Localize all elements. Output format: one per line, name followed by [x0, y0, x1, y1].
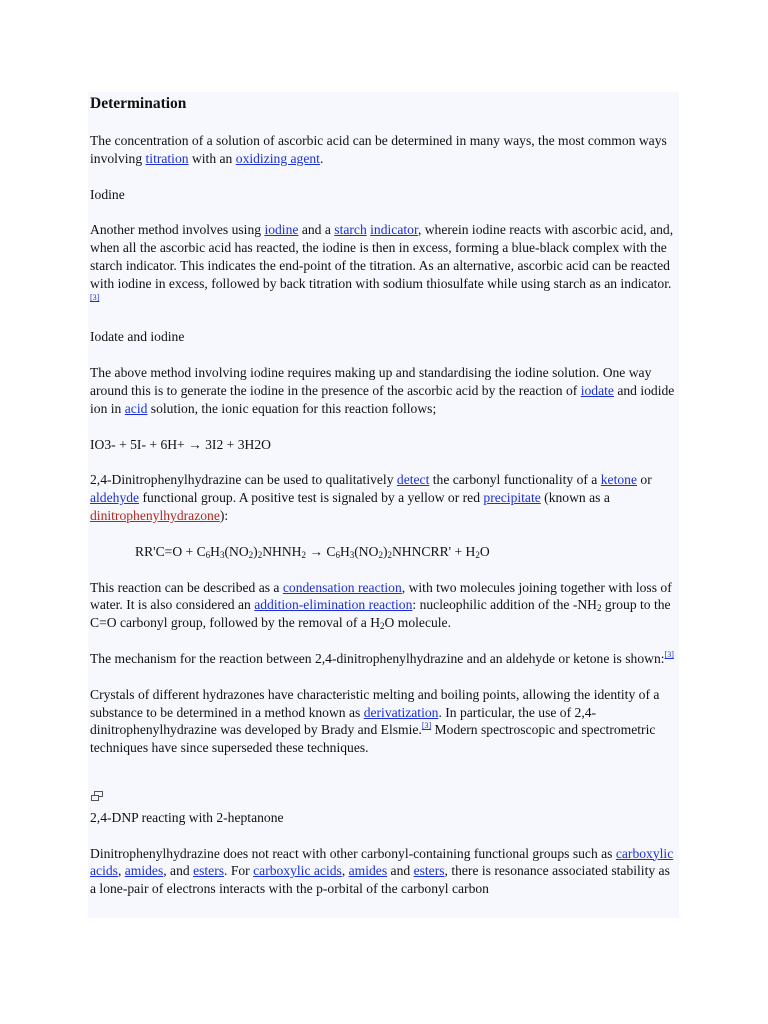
link-addition-elimination-reaction[interactable]: addition-elimination reaction — [254, 597, 413, 613]
link-esters[interactable]: esters — [413, 863, 445, 879]
link-detect[interactable]: detect — [396, 472, 430, 488]
link-derivatization[interactable]: derivatization — [363, 704, 439, 720]
link-amides[interactable]: amides — [348, 863, 388, 879]
paragraph-iodate-method: The above method involving iodine requires making up and standardising the iodine solution. One way around this is to generate the iodine in the presence of the ascorbic acid by the reaction of iodate and iodide ion in acid solution, the ionic equation for this reaction follows; — [90, 365, 675, 416]
paragraph-condensation: This reaction can be described as a condensation reaction, with two molecules joining together with loss of water. It is also considered an addition-elimination reaction: nucleophilic addition of the $-NH_2$ group to the C=O carbonyl group, followed by the removal of a $H_2O$ molecule. — [90, 579, 672, 632]
document-page — [88, 92, 679, 918]
paragraph-mechanism: The mechanism for the reaction between 2,4-dinitrophenylhydrazine and an aldehyde or ketone is shown:[3] — [90, 649, 674, 666]
link-carboxylic-acids[interactable]: carboxylic acids — [90, 845, 674, 879]
paragraph-intro: The concentration of a solution of ascorbic acid can be determined in many ways, the most common ways involving titration with an oxidizing agent. — [90, 133, 667, 166]
figure-placeholder[interactable] — [90, 787, 678, 805]
link-dinitrophenylhydrazone[interactable]: dinitrophenylhydrazone — [90, 507, 220, 523]
link-iodate[interactable]: iodate — [580, 382, 614, 398]
paragraph-dnph: 2,4-Dinitrophenylhydrazine can be used to qualitatively detect the carbonyl functionality of a ketone or aldehyde functional group. A positive test is signaled by a yellow or red precipitate (known as a dinitrophenylhydrazone): — [90, 472, 652, 523]
link-aldehyde[interactable]: aldehyde — [90, 490, 140, 506]
link-esters[interactable]: esters — [193, 863, 225, 879]
image-icon[interactable] — [90, 789, 104, 800]
link-ketone[interactable]: ketone — [600, 472, 637, 488]
link-carboxylic-acids[interactable]: carboxylic acids — [253, 863, 342, 879]
link-oxidizing-agent[interactable]: oxidizing agent — [235, 150, 320, 166]
link-amides[interactable]: amides — [124, 863, 164, 879]
article-body — [90, 92, 678, 898]
subheading-iodine: Iodine — [90, 186, 125, 202]
link-starch[interactable]: starch — [334, 222, 367, 238]
citation-ref[interactable]: [3] — [421, 721, 432, 731]
subheading-iodate: Iodate and iodine — [90, 329, 185, 345]
link-acid[interactable]: acid — [124, 400, 148, 416]
link-condensation-reaction[interactable]: condensation reaction — [282, 579, 402, 595]
figure-caption: 2,4-DNP reacting with 2-heptanone — [90, 809, 284, 825]
link-titration[interactable]: titration — [145, 150, 189, 166]
citation-ref[interactable]: [3] — [664, 649, 674, 659]
equation-dnph: $RR'C=O + C_6H_3(NO_2)_2NHNH_2$ → $C_6H_3(NO_2)_2NHNCRR' + H_2O$ — [135, 543, 490, 560]
citation-ref[interactable]: [3] — [90, 292, 100, 302]
section-heading: Determination — [90, 95, 187, 112]
link-iodine[interactable]: iodine — [264, 222, 299, 238]
paragraph-other-groups: Dinitrophenylhydrazine does not react with other carbonyl-containing functional groups such as carboxylic acids, amides, and esters. For carboxylic acids, amides and esters, there is resonance associated stability as a lone-pair of electrons interacts with the p-orbital of the carbonyl carbon — [90, 845, 674, 897]
paragraph-crystals: Crystals of different hydrazones have characteristic melting and boiling points, allowing the identity of a substance to be determined in a method known as derivatization. In particular, the use of 2,4-dinitrophenylhydrazine was developed by Brady and Elsmie.[3] Modern spectroscopic and spectrometric techniques have since superseded these techniques. — [90, 686, 660, 756]
equation-iodate: IO3- + 5I- + 6H+ → 3I2 + 3H2O — [90, 436, 271, 452]
paragraph-iodine-method: Another method involves using iodine and a starch indicator, wherein iodine reacts with ascorbic acid, and, when all the ascorbic acid has reacted, the iodine is then in excess, forming a blue-black complex with the starch indicator. This indicates the end-point of the titration. As an alternative, ascorbic acid can be reacted with iodine in excess, followed by back titration with sodium thiosulfate while using starch as an indicator.[3] — [90, 222, 674, 302]
link-precipitate[interactable]: precipitate — [483, 490, 541, 506]
link-indicator[interactable]: indicator — [370, 222, 418, 238]
